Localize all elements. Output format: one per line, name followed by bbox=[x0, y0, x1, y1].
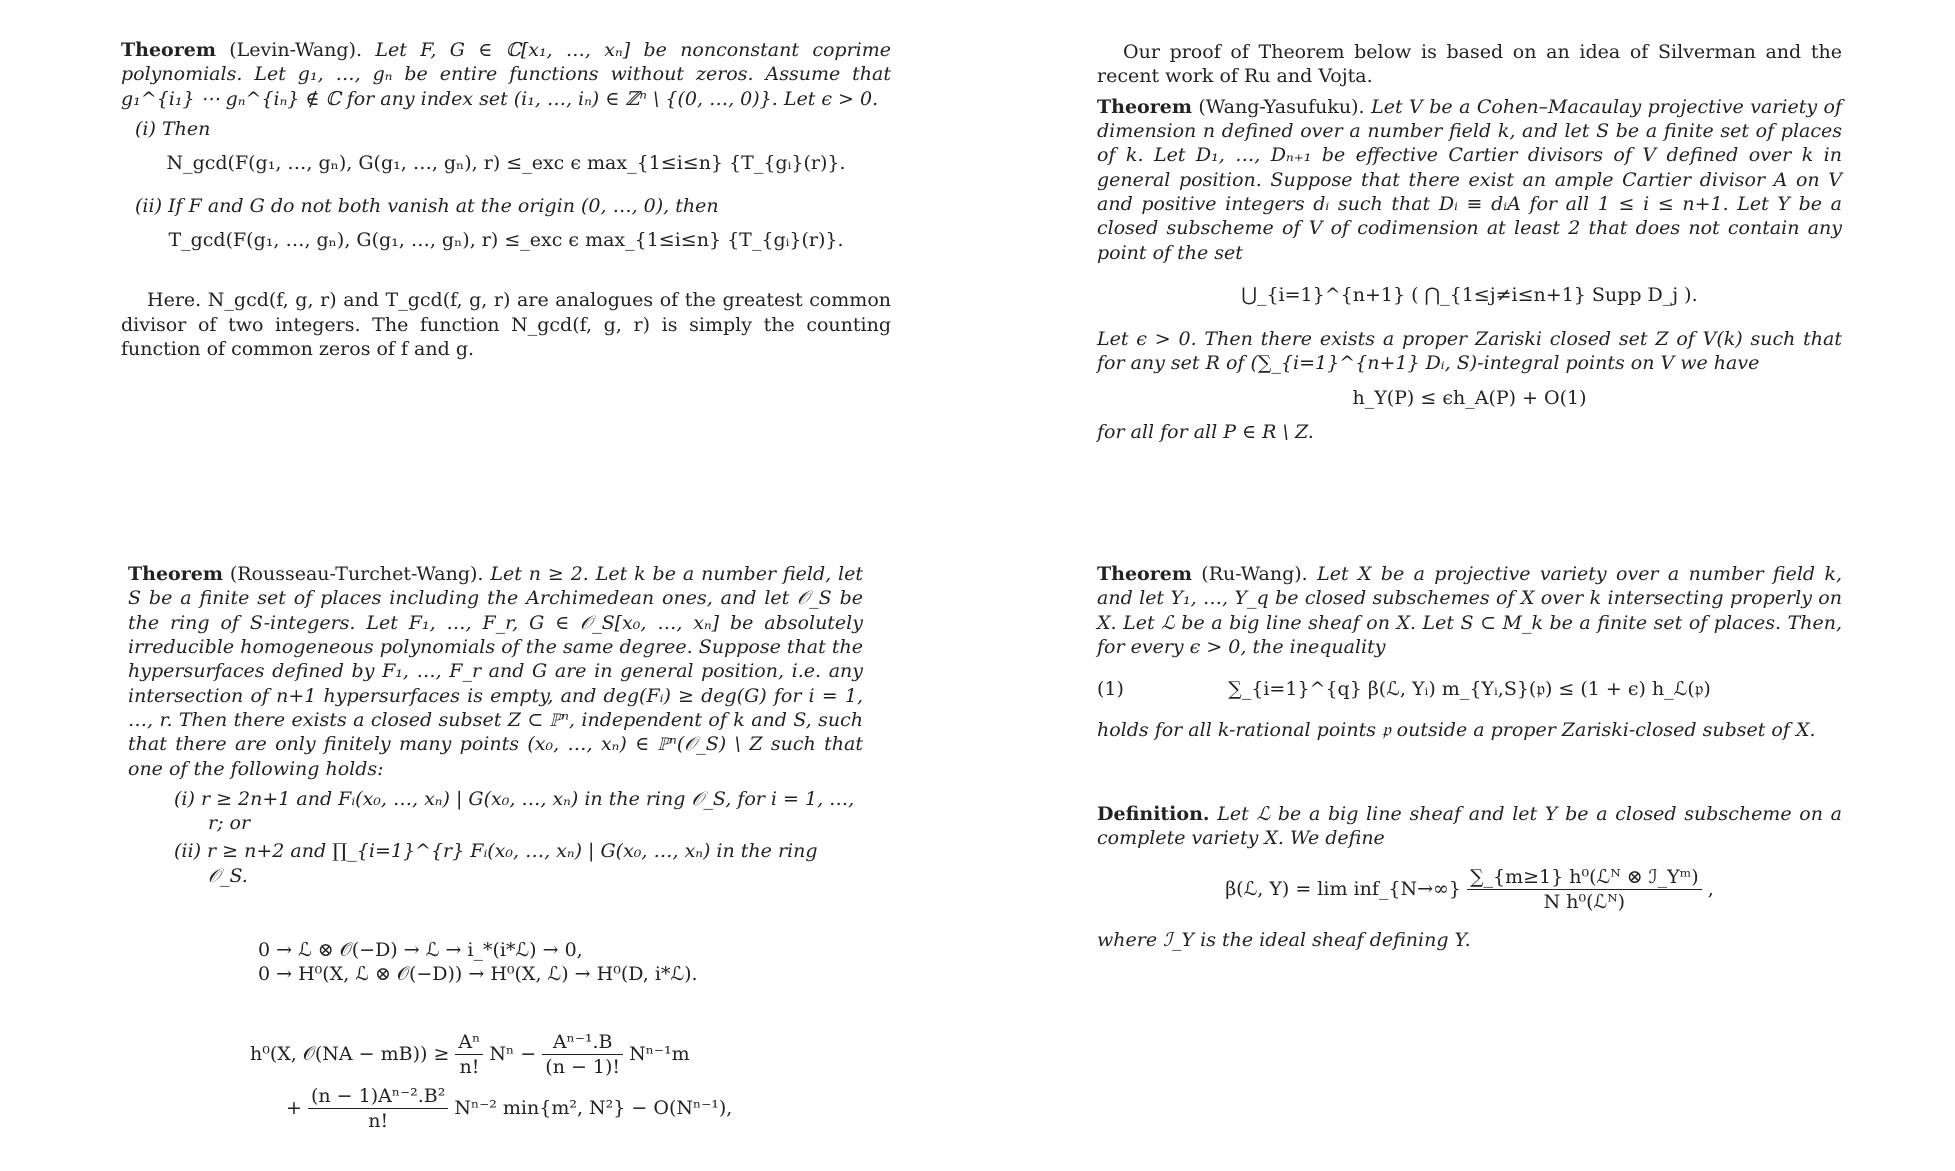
levin-wang-item-2-label: (ii) bbox=[135, 194, 162, 217]
rousseau-attr: (Rousseau-Turchet-Wang). bbox=[229, 563, 484, 585]
levin-wang-eq-2: T_gcd(F(g₁, …, gₙ), G(g₁, …, gₙ), r) ≤_exc ϵ max_{1≤i≤n} {T_{gᵢ}(r)}. bbox=[168, 228, 844, 251]
dimension-estimate bbox=[250, 1030, 890, 1133]
definition-frac-num: ∑_{m≥1} h⁰(ℒᴺ ⊗ ℐ_Yᵐ) bbox=[1467, 865, 1702, 890]
rousseau-statement bbox=[128, 562, 863, 781]
ru-wang-statement bbox=[1097, 562, 1842, 659]
definition-comma: , bbox=[1707, 877, 1714, 900]
levin-wang-eq-1: N_gcd(F(g₁, …, gₙ), G(g₁, …, gₙ), r) ≤_exc ϵ max_{1≤i≤n} {T_{gᵢ}(r)}. bbox=[166, 152, 846, 175]
theorem-levin-wang bbox=[121, 38, 891, 367]
rousseau-body: Let n ≥ 2. Let k be a number field, let S be a finite set of places including the Archimedean ones, and let 𝒪_S be the ring of S-integers. Let F₁, …, F_r, G ∈ 𝒪_S[x₀, …, xₙ] be absolutely irreducible homogeneous polynomials of the same degree. Suppose that the hypersurfaces defined by F₁, …, F_r and G are in general position, i.e. any intersection of n+1 hypersurfaces is empty, and deg(Fᵢ) ≥ deg(G) for i = 1, …, r. Then there exists a closed subset Z ⊂ ℙⁿ, independent of k and S, such that there are only finitely many points (x₀, …, xₙ) ∈ ℙⁿ(𝒪_S) \ Z such that one of the following holds: bbox=[128, 563, 863, 780]
estimate-frac-3-den: n! bbox=[368, 1109, 389, 1132]
wang-yasufuku-intro: Our proof of Theorem below is based on an idea of Silverman and the recent work of Ru and Vojta. bbox=[1097, 41, 1842, 88]
levin-wang-attr: (Levin-Wang). bbox=[229, 39, 363, 61]
estimate-frac-2-num: Aⁿ⁻¹.B bbox=[542, 1030, 623, 1055]
rousseau-item-2-text: r ≥ n+2 and ∏_{i=1}^{r} Fᵢ(x₀, …, xₙ) | G(x₀, …, xₙ) in the ring 𝒪_S. bbox=[207, 840, 818, 887]
wang-yasufuku-tail: for all for all P ∈ R \ Z. bbox=[1097, 421, 1314, 444]
wang-yasufuku-statement bbox=[1097, 95, 1842, 265]
wang-yasufuku-body: Let V be a Cohen–Macaulay projective variety of dimension n defined over a number field k, and let S be a finite set of places of k. Let D₁, …, Dₙ₊₁ be effective Cartier divisors of V defined over k in general position. Suppose that there exist an ample Cartier divisor A on V and positive integers dᵢ such that Dᵢ ≡ dᵢA for all 1 ≤ i ≤ n+1. Let Y be a closed subscheme of V of codimension at least 2 that does not contain any point of the set bbox=[1097, 95, 1842, 264]
exact-seq-line-2: 0 → H⁰(X, ℒ ⊗ 𝒪(−D)) → H⁰(X, ℒ) → H⁰(D, i*ℒ). bbox=[258, 963, 698, 986]
ru-wang-eq-number: (1) bbox=[1097, 678, 1124, 701]
definition-tail: where ℐ_Y is the ideal sheaf defining Y. bbox=[1097, 929, 1471, 952]
definition-statement bbox=[1097, 802, 1842, 851]
estimate-line-1 bbox=[250, 1030, 890, 1080]
levin-wang-head: Theorem bbox=[121, 39, 216, 61]
estimate-frac-1 bbox=[455, 1030, 483, 1080]
wang-yasufuku-conclusion: Let ϵ > 0. Then there exists a proper Zariski closed set Z of V(k) such that for any set R of (∑_{i=1}^{n+1} Dᵢ, S)-integral points on V we have bbox=[1097, 328, 1842, 375]
ru-wang-display bbox=[1097, 677, 1842, 701]
estimate-term-1: Nⁿ − bbox=[489, 1042, 537, 1065]
ru-wang-body: Let X be a projective variety over a number field k, and let Y₁, …, Y_q be closed subschemes of X over k intersecting properly on X. Let ℒ be a big line sheaf on X. Let S ⊂ M_k be a finite set of places. Then, for every ϵ > 0, the inequality bbox=[1097, 563, 1842, 658]
definition-beta bbox=[1097, 802, 1842, 959]
levin-wang-item-2 bbox=[121, 194, 891, 218]
levin-wang-statement bbox=[121, 38, 891, 111]
estimate-frac-2 bbox=[542, 1030, 623, 1080]
estimate-term-3: Nⁿ⁻² min{m², N²} − O(Nⁿ⁻¹), bbox=[454, 1096, 733, 1119]
definition-body: Let ℒ be a big line sheaf and let Y be a closed subscheme on a complete variety X. We define bbox=[1097, 803, 1842, 850]
exact-seq-line-1: 0 → ℒ ⊗ 𝒪(−D) → ℒ → i_*(i*ℒ) → 0, bbox=[258, 939, 583, 961]
ru-wang-eq: ∑_{i=1}^{q} β(ℒ, Yᵢ) m_{Yᵢ,S}(𝔭) ≤ (1 + ϵ) h_ℒ(𝔭) bbox=[1228, 678, 1711, 701]
estimate-frac-1-den: n! bbox=[459, 1056, 480, 1079]
ru-wang-head: Theorem bbox=[1097, 563, 1192, 585]
theorem-wang-yasufuku bbox=[1097, 40, 1842, 450]
rousseau-item-1-text: r ≥ 2n+1 and Fᵢ(x₀, …, xₙ) | G(x₀, …, xₙ) in the ring 𝒪_S, for i = 1, …, r; or bbox=[200, 787, 855, 835]
estimate-frac-2-den: (n − 1)! bbox=[545, 1056, 621, 1079]
theorem-rousseau-turchet-wang bbox=[128, 562, 863, 892]
estimate-lhs: h⁰(X, 𝒪(NA − mB)) ≥ bbox=[250, 1042, 450, 1065]
levin-wang-item-1 bbox=[121, 117, 891, 141]
levin-wang-remark: Here. N_gcd(f, g, r) and T_gcd(f, g, r) are analogues of the greatest common divisor of two integers. The function N_gcd(f, g, r) is simply the counting function of common zeros of f and g. bbox=[121, 289, 891, 360]
ru-wang-attr: (Ru-Wang). bbox=[1201, 563, 1308, 585]
estimate-frac-1-num: Aⁿ bbox=[455, 1030, 483, 1055]
rousseau-item-2 bbox=[128, 839, 863, 888]
estimate-line-2 bbox=[286, 1084, 890, 1134]
levin-wang-item-2-text: If F and G do not both vanish at the origin (0, …, 0), then bbox=[168, 194, 719, 217]
levin-wang-body: Let F, G ∈ ℂ[x₁, …, xₙ] be nonconstant coprime polynomials. Let g₁, …, gₙ be entire functions without zeros. Assume that g₁^{i₁} ⋯ gₙ^{iₙ} ∉ ℂ for any index set (i₁, …, iₙ) ∈ ℤⁿ \ {(0, …, 0)}. Let ϵ > 0. bbox=[121, 39, 891, 110]
rousseau-head: Theorem bbox=[128, 563, 223, 585]
definition-eq bbox=[1097, 865, 1842, 915]
levin-wang-item-1-text: Then bbox=[161, 117, 211, 140]
wang-yasufuku-attr: (Wang-Yasufuku). bbox=[1198, 95, 1365, 118]
rousseau-item-2-label: (ii) bbox=[174, 840, 201, 863]
wang-yasufuku-head: Theorem bbox=[1097, 95, 1192, 118]
estimate-frac-3-num: (n − 1)Aⁿ⁻².B² bbox=[308, 1084, 448, 1109]
definition-lhs: β(ℒ, Y) = lim inf_{N→∞} bbox=[1225, 877, 1461, 900]
rousseau-item-1-label: (i) bbox=[174, 787, 195, 810]
wang-yasufuku-set-eq: ⋃_{i=1}^{n+1} ( ⋂_{1≤j≠i≤n+1} Supp D_j ). bbox=[1241, 283, 1698, 306]
estimate-plus: + bbox=[286, 1096, 302, 1119]
definition-head: Definition. bbox=[1097, 803, 1210, 825]
rousseau-item-1 bbox=[128, 787, 863, 836]
levin-wang-item-1-label: (i) bbox=[135, 117, 156, 140]
ru-wang-tail: holds for all k-rational points 𝔭 outside a proper Zariski-closed subset of X. bbox=[1097, 718, 1816, 741]
theorem-ru-wang bbox=[1097, 562, 1842, 748]
definition-frac bbox=[1467, 865, 1702, 915]
wang-yasufuku-ineq: h_Y(P) ≤ ϵh_A(P) + O(1) bbox=[1352, 386, 1587, 409]
exact-sequences bbox=[258, 938, 858, 987]
estimate-frac-3 bbox=[308, 1084, 448, 1134]
estimate-term-2: Nⁿ⁻¹m bbox=[629, 1042, 690, 1065]
definition-frac-den: N h⁰(ℒᴺ) bbox=[1543, 890, 1626, 913]
